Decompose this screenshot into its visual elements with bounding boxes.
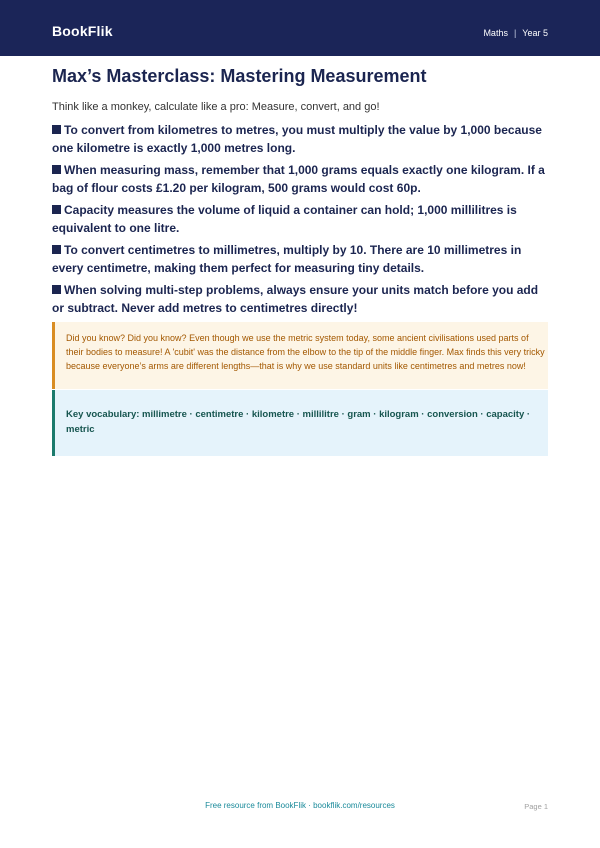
key-point (52, 281, 552, 317)
bullet-square-icon (52, 285, 61, 294)
page-number: Page 1 (524, 802, 548, 811)
page-header (0, 0, 600, 56)
bullet-square-icon (52, 165, 61, 174)
key-vocabulary-box (52, 390, 548, 456)
key-point-text: When solving multi-step problems, always ensure your units match before you add or subtract. Never add metres to centimetres directly! (52, 283, 539, 315)
page-title: Max’s Masterclass: Mastering Measurement (52, 66, 427, 86)
key-point-text: Capacity measures the volume of liquid a container can hold; 1,000 millilitres is equivalent to one litre. (52, 203, 517, 235)
footer-resource-link[interactable]: Free resource from BookFlik · bookflik.com/resources (205, 801, 395, 810)
key-point (52, 241, 552, 277)
did-you-know-box (52, 322, 548, 389)
bullet-square-icon (52, 205, 61, 214)
key-point (52, 161, 552, 197)
did-you-know-text: Did you know? Did you know? Even though we use the metric system today, some ancient civilisations used parts of their bodies to measure! A 'cubit' was the distance from the elbow to the tip of the middle finger. Max finds this very tricky because everyone’s arms are different lengths—that is why we use standard units like centimetres and metres now! (66, 333, 545, 371)
key-points-list (52, 121, 552, 321)
key-point (52, 121, 552, 157)
key-point (52, 201, 552, 237)
bullet-square-icon (52, 125, 61, 134)
key-vocabulary-text: Key vocabulary: millimetre · centimetre · kilometre · millilitre · gram · kilogram · conversion · capacity · metric (66, 409, 531, 435)
meta-separator: | (513, 28, 517, 38)
bullet-square-icon (52, 245, 61, 254)
key-point-text: To convert from kilometres to metres, you must multiply the value by 1,000 because one kilometre is exactly 1,000 metres long. (52, 123, 542, 155)
brand-logo-text[interactable]: BookFlik (52, 23, 113, 39)
year-label: Year 5 (522, 28, 548, 38)
key-point-text: When measuring mass, remember that 1,000 grams equals exactly one kilogram. If a bag of flour costs £1.20 per kilogram, 500 grams would cost 60p. (52, 163, 545, 195)
key-point-text: To convert centimetres to millimetres, multiply by 10. There are 10 millimetres in every centimetre, making them perfect for measuring tiny details. (52, 243, 522, 275)
page-subtitle: Think like a monkey, calculate like a pro: Measure, convert, and go! (52, 101, 380, 113)
subject-label: Maths (483, 28, 508, 38)
header-meta (483, 28, 548, 38)
